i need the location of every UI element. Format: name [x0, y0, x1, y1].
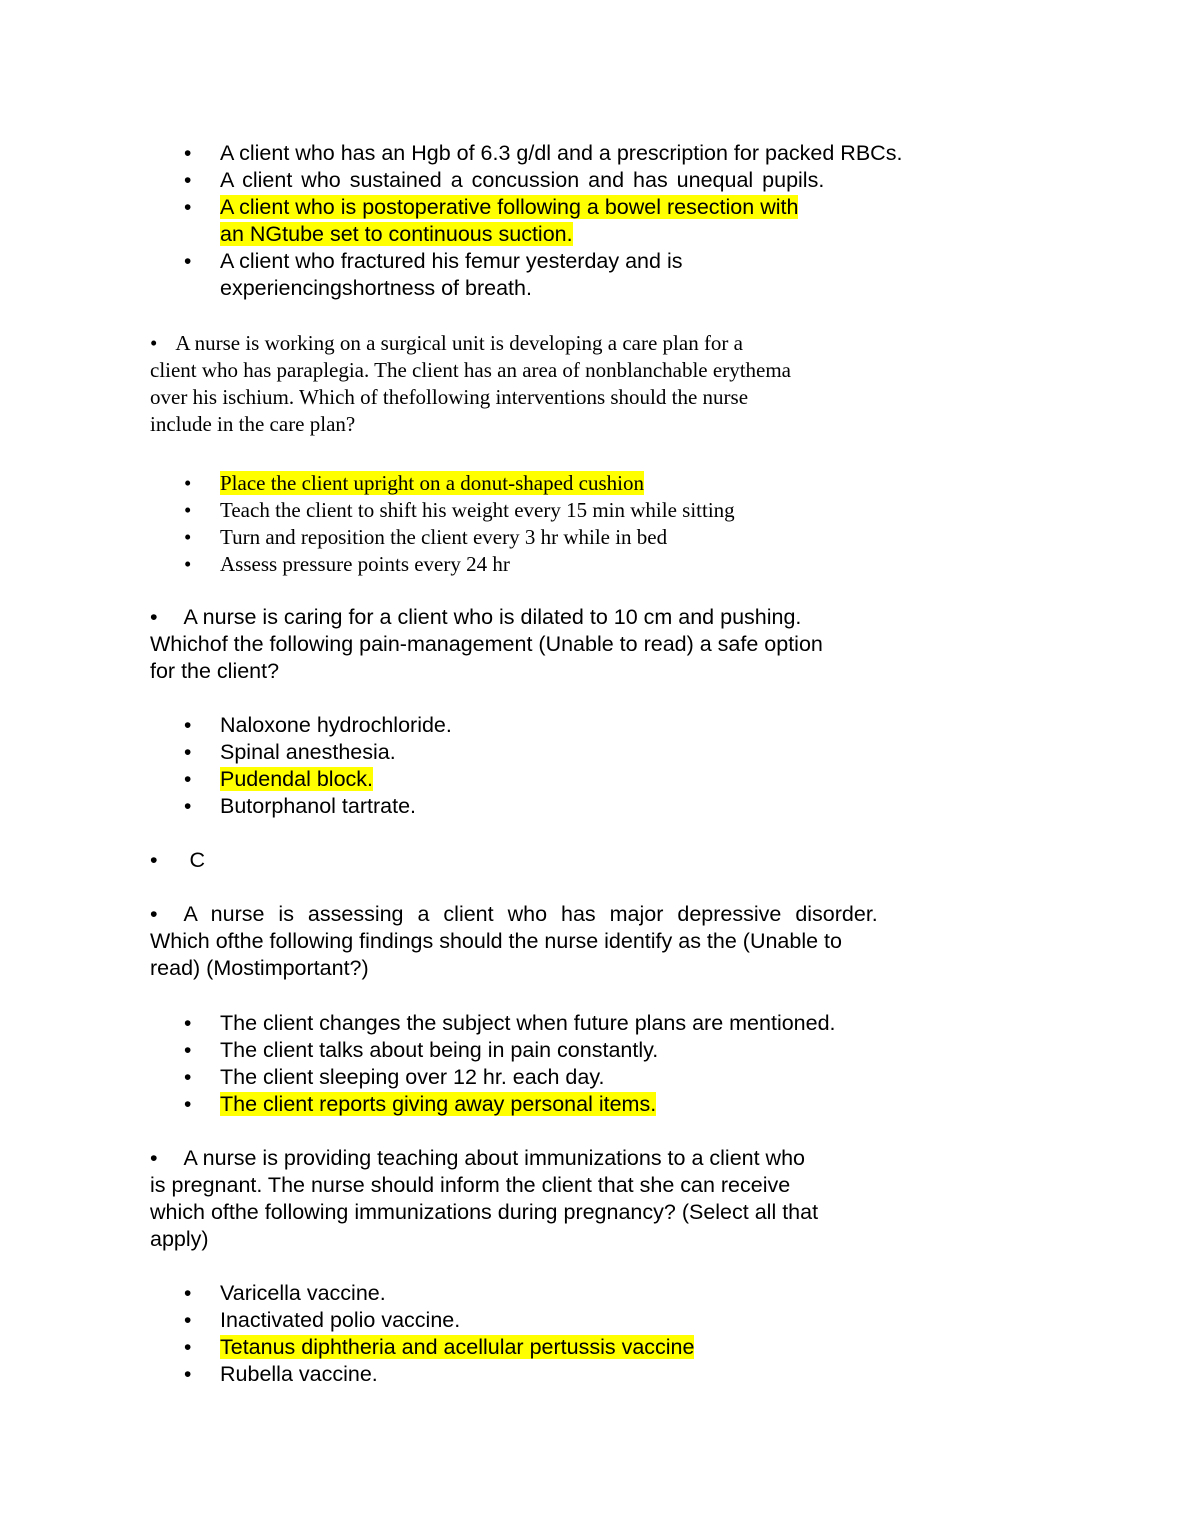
- question-line: A nurse is caring for a client who is dilated to 10 cm and pushing.: [183, 605, 802, 629]
- bullet: •: [184, 552, 192, 576]
- option-text: [220, 739, 396, 766]
- option-text: [220, 1361, 378, 1388]
- question-stem: [150, 955, 369, 982]
- option-text-highlighted: [220, 470, 644, 497]
- option-text: [220, 167, 824, 194]
- highlighted-answer: an NGtube set to continuous suction.: [220, 222, 573, 246]
- highlighted-answer: Place the client upright on a donut-shaped cushion: [220, 471, 644, 495]
- option-line: The client talks about being in pain constantly.: [220, 1038, 659, 1062]
- question-stem: [150, 901, 878, 928]
- question-stem: [150, 357, 791, 384]
- option-text: [220, 712, 452, 739]
- question-line: apply): [150, 1227, 209, 1251]
- option-line: A client who fractured his femur yesterday and is: [220, 249, 683, 273]
- option-text: [220, 1037, 658, 1064]
- option-line: Teach the client to shift his weight every 15 min while sitting: [220, 498, 735, 522]
- option-line: Turn and reposition the client every 3 hr while in bed: [220, 525, 668, 549]
- option-line: Butorphanol tartrate.: [220, 794, 417, 818]
- answer-letter: [150, 847, 205, 874]
- highlighted-answer: Pudendal block.: [220, 767, 373, 791]
- bullet: •: [184, 795, 192, 818]
- bullet: •: [184, 1066, 192, 1089]
- question-line: A nurse is providing teaching about immunizations to a client who: [183, 1146, 805, 1170]
- question-line: for the client?: [150, 659, 280, 683]
- option-line: Inactivated polio vaccine.: [220, 1308, 461, 1332]
- question-line: is pregnant. The nurse should inform the client that she can receive: [150, 1173, 791, 1197]
- bullet: •: [150, 605, 158, 629]
- bullet: •: [184, 169, 192, 192]
- option-line: Rubella vaccine.: [220, 1362, 378, 1386]
- option-text: [220, 793, 416, 820]
- question-stem: [150, 604, 801, 631]
- bullet: •: [184, 498, 192, 522]
- bullet: •: [184, 196, 192, 219]
- option-text: [220, 524, 667, 551]
- bullet: •: [184, 250, 192, 273]
- option-text: [220, 1280, 386, 1307]
- option-text: [220, 551, 510, 578]
- question-line: A nurse is working on a surgical unit is developing a care plan for a: [175, 331, 743, 355]
- bullet: •: [184, 1363, 192, 1386]
- question-stem: [150, 631, 823, 658]
- bullet: •: [184, 741, 192, 764]
- option-line: Assess pressure points every 24 hr: [220, 552, 510, 576]
- bullet: •: [184, 1282, 192, 1305]
- option-text: [220, 1307, 460, 1334]
- bullet: •: [184, 1309, 192, 1332]
- bullet: •: [184, 768, 192, 791]
- question-stem: [150, 384, 748, 411]
- bullet: •: [150, 848, 158, 872]
- bullet: •: [184, 471, 192, 495]
- bullet: •: [150, 1146, 158, 1170]
- option-text: [220, 140, 902, 167]
- option-line: Varicella vaccine.: [220, 1281, 386, 1305]
- option-text-highlighted: [220, 194, 798, 221]
- question-line: read) (Mostimportant?): [150, 956, 369, 980]
- question-line: A nurse is assessing a client who has major depressive disorder.: [183, 902, 878, 926]
- question-line: Whichof the following pain-management (Unable to read) a safe option: [150, 632, 823, 656]
- bullet: •: [184, 142, 192, 165]
- option-text-highlighted: [220, 221, 573, 248]
- option-text-highlighted: [220, 1334, 694, 1361]
- bullet: •: [184, 1012, 192, 1035]
- option-line: The client sleeping over 12 hr. each day.: [220, 1065, 605, 1089]
- bullet: •: [184, 714, 192, 737]
- option-text: [220, 497, 735, 524]
- question-stem: [150, 1172, 790, 1199]
- question-stem: [150, 1199, 818, 1226]
- bullet: •: [184, 1039, 192, 1062]
- question-stem: [150, 658, 279, 685]
- question-stem: [150, 1145, 805, 1172]
- highlighted-answer: A client who is postoperative following a bowel resection with: [220, 195, 799, 219]
- question-line: client who has paraplegia. The client has an area of nonblanchable erythema: [150, 358, 792, 382]
- question-line: include in the care plan?: [150, 412, 356, 436]
- question-stem: [150, 411, 355, 438]
- option-line: The client changes the subject when future plans are mentioned.: [220, 1011, 836, 1035]
- highlighted-answer: The client reports giving away personal items.: [220, 1092, 657, 1116]
- option-line: A client who has an Hgb of 6.3 g/dl and a prescription for packed RBCs.: [220, 141, 903, 165]
- highlighted-answer: Tetanus diphtheria and acellular pertussis vaccine: [220, 1335, 695, 1359]
- question-stem: [150, 330, 743, 357]
- bullet: •: [150, 902, 158, 926]
- question-line: Which ofthe following findings should the nurse identify as the (Unable to: [150, 929, 842, 953]
- option-text-highlighted: [220, 1091, 656, 1118]
- option-text: [220, 1010, 836, 1037]
- answer-c: C: [189, 848, 206, 872]
- question-line: over his ischium. Which of thefollowing interventions should the nurse: [150, 385, 749, 409]
- option-line: experiencingshortness of breath.: [220, 276, 532, 300]
- bullet: •: [184, 1336, 192, 1359]
- bullet: •: [184, 525, 192, 549]
- option-text: [220, 248, 682, 275]
- bullet: •: [184, 1093, 192, 1116]
- option-text-highlighted: [220, 766, 373, 793]
- bullet: •: [150, 331, 158, 355]
- option-text: [220, 1064, 604, 1091]
- option-line: A client who sustained a concussion and has unequal pupils.: [220, 168, 825, 192]
- question-line: which ofthe following immunizations during pregnancy? (Select all that: [150, 1200, 819, 1224]
- question-stem: [150, 1226, 209, 1253]
- option-line: Naloxone hydrochloride.: [220, 713, 452, 737]
- option-line: Spinal anesthesia.: [220, 740, 396, 764]
- question-stem: [150, 928, 842, 955]
- option-text: [220, 275, 532, 302]
